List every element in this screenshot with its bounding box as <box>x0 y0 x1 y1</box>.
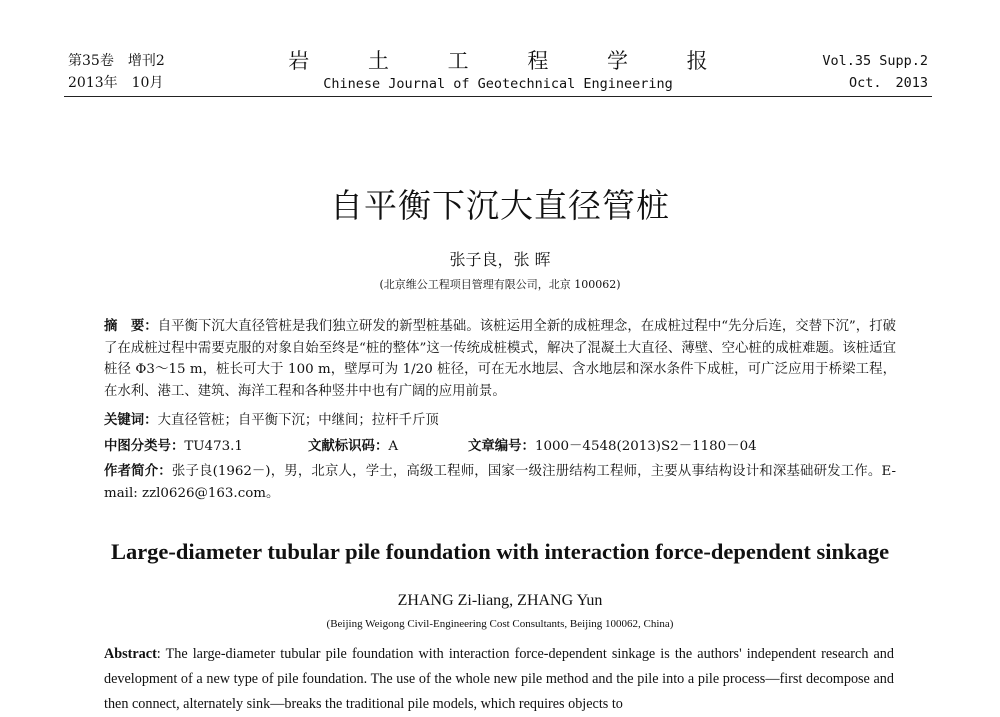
volume-cn: 第35卷 <box>68 53 114 69</box>
month-cn: 10月 <box>131 75 164 91</box>
authors-cn: 张子良，张 晖 <box>449 250 551 269</box>
affiliation-cn: (北京维公工程项目管理有限公司，北京 100062) <box>379 278 621 291</box>
affiliation-en: (Beijing Weigong Civil-Engineering Cost Consultants, Beijing 100062, China) <box>326 618 674 630</box>
doc-code-label: 文献标识码： <box>308 438 389 454</box>
abstract-en-text: : The large-diameter tubular pile foundation with interaction force-dependent sinkage is the authors' independent research and development of a new type of pile foundation. The use of the whole new pile method and the pile into a pile process—first decompose and then connect, alternately sink—breaks the traditional pile models, which requires objects to <box>104 646 894 712</box>
running-header <box>68 50 928 98</box>
author-bio-label: 作者简介： <box>104 463 172 479</box>
abstract-en <box>104 642 894 717</box>
abstract-cn <box>104 316 896 402</box>
abstract-cn-label: 摘 要： <box>104 318 158 334</box>
keywords-cn-label: 关键词： <box>104 412 158 428</box>
keywords-cn <box>104 410 896 432</box>
year-cn: 2013年 <box>68 75 118 91</box>
month-en: Oct. <box>848 75 882 91</box>
clc-value: TU473.1 <box>184 439 243 454</box>
authors-en: ZHANG Zi-liang, ZHANG Yun <box>397 592 603 609</box>
journal-name-cn: 岩 土 工 程 学 报 <box>288 49 734 73</box>
abstract-en-label: Abstract <box>104 646 157 662</box>
article-no-value: 1000－4548(2013)S2－1180－04 <box>534 439 757 454</box>
abstract-cn-text: 自平衡下沉大直径管桩是我们独立研发的新型桩基础。该桩运用全新的成桩理念，在成桩过程中“先分后连，交替下沉”，打破了在成桩过程中需要克服的对象自始至终是“桩的整体”这一传统成桩模式，解决了混凝土大直径、薄壁、空心桩的成桩难题。该桩适宜桩径 Φ3～15 m，桩长可大于 100 m，壁厚可为 1/20 桩径，可在无水地层、含水地层和深水条件下成桩，可广泛应用于桥梁工程，在水利、港工、建筑、海洋工程和各种竖井中也有广阔的应用前景。 <box>104 319 897 399</box>
header-journal <box>68 50 928 96</box>
keywords-cn-text: 大直径管桩；自平衡下沉；中继间；拉杆千斤顶 <box>157 413 439 428</box>
author-bio-cn <box>104 461 896 504</box>
paper-title-cn: 自平衡下沉大直径管桩 <box>330 186 670 225</box>
journal-name-en: Chinese Journal of Geotechnical Engineering <box>323 76 673 92</box>
supplement-cn: 增刊2 <box>127 53 165 69</box>
classification-line <box>104 436 896 458</box>
article-no-label: 文章编号： <box>468 438 535 454</box>
year-en: 2013 <box>895 75 928 91</box>
header-issue-en <box>822 50 928 94</box>
author-bio-text: 张子良(1962－)，男，北京人，学士，高级工程师，国家一级注册结构工程师，主要从事结构设计和深基础研发工作。E-mail: zzl0626@163.com。 <box>104 464 897 501</box>
paper-title-en: Large-diameter tubular pile foundation with interaction force-dependent sinkage <box>110 539 890 564</box>
clc-label: 中图分类号： <box>104 438 185 454</box>
doc-code-value: A <box>388 439 399 454</box>
header-divider <box>64 96 932 97</box>
volume-en: Vol.35 Supp.2 <box>822 53 928 69</box>
